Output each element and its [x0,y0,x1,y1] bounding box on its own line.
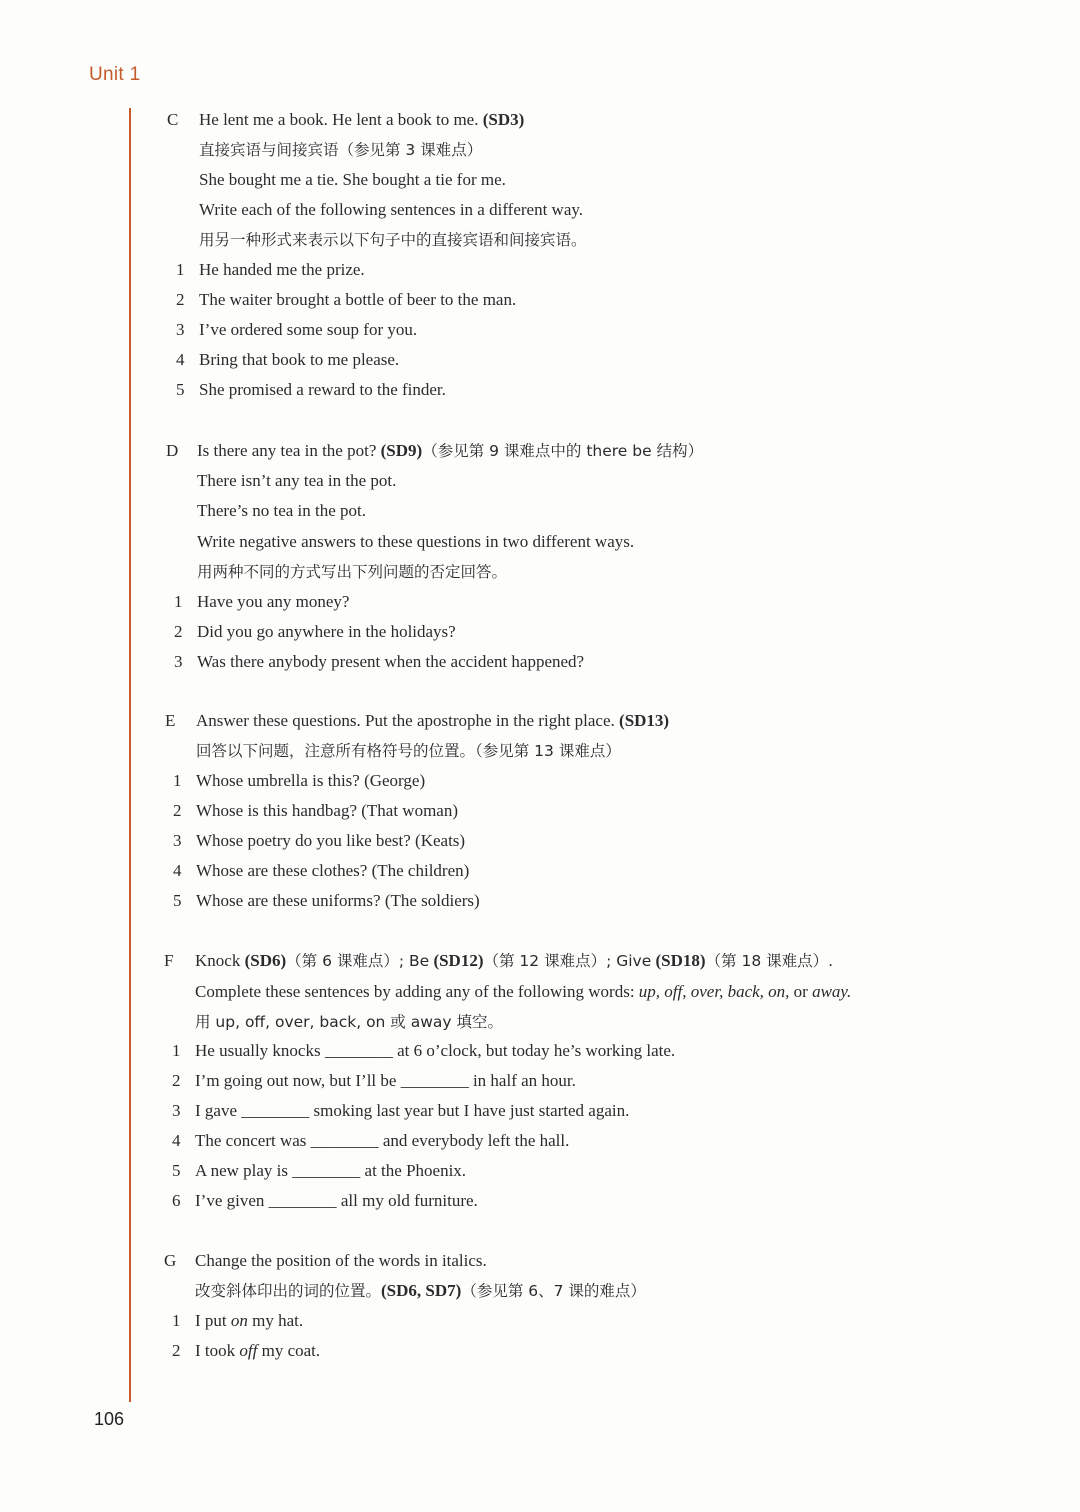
item-number: 6 [172,1191,181,1210]
exercise-item: The waiter brought a bottle of beer to the man. [199,290,517,309]
section-g-instruction: Change the position of the words in italics. [195,1251,487,1270]
section-f-title [195,950,833,972]
section-e-cn-instruction: 回答以下问题，注意所有格符号的位置。（参见第 13 课难点） [196,742,621,760]
section-f-cn-ref1: （第 6 课难点）; Be [286,952,430,970]
section-e-letter: E [165,711,176,730]
section-c-letter: C [167,110,179,129]
section-f-letter: F [164,951,174,970]
answer-blank[interactable]: ________ [324,1041,393,1060]
section-f-cn-ref3: （第 18 课难点）. [705,952,834,970]
item-number: 2 [172,1071,181,1090]
exercise-item: Whose umbrella is this? (George) [196,771,426,790]
item-number: 1 [176,260,185,279]
exercise-item: Was there anybody present when the accident happened? [197,652,585,671]
item-number: 5 [173,891,182,910]
exercise-item: Did you go anywhere in the holidays? [197,622,456,641]
section-f-last-word: away. [812,982,852,1001]
section-g-cn-text: 改变斜体印出的词的位置。 [195,1282,382,1300]
section-f-instruction-text: Complete these sentences by adding any of the following words: [195,982,635,1001]
section-f-ref-sd6: (SD6) [244,951,287,970]
section-d-ref: (SD9) [380,441,423,460]
item-text-before: I took [195,1341,236,1360]
section-g-cn-instruction [195,1280,646,1302]
margin-rule [129,108,131,1402]
section-d-example [197,440,703,462]
section-c-cn-title: 直接宾语与间接宾语（参见第 3 课难点） [199,141,483,159]
section-d-instruction: Write negative answers to these questions in two different ways. [197,532,635,551]
item-text-after: in half an hour. [472,1071,576,1090]
answer-blank[interactable]: ________ [292,1161,361,1180]
item-number: 3 [174,652,183,671]
exercise-item [195,1160,466,1182]
section-d-cn-ref: （参见第 9 课难点中的 there be 结构） [422,442,704,460]
item-text-before: A new play is [195,1161,289,1180]
italic-word: on [230,1311,248,1330]
item-text-before: The concert was [195,1131,307,1150]
section-c-example-text: He lent me a book. He lent a book to me. [199,110,479,129]
section-e-instruction-text: Answer these questions. Put the apostrophe in the right place. [196,711,615,730]
item-number: 2 [174,622,183,641]
unit-header: Unit 1 [89,64,141,85]
answer-blank[interactable]: ________ [310,1131,379,1150]
exercise-item: Whose are these clothes? (The children) [196,861,470,880]
section-g-ref: (SD6, SD7) [381,1281,462,1300]
item-number: 2 [173,801,182,820]
item-text-after: and everybody left the hall. [382,1131,570,1150]
exercise-item [195,1130,569,1152]
section-f-or: or [793,982,808,1001]
section-d-example-text: Is there any tea in the pot? [197,441,377,460]
item-number: 5 [176,380,185,399]
answer-blank[interactable]: ________ [400,1071,469,1090]
item-text-after: my coat. [261,1341,321,1360]
italic-word: off [239,1341,258,1360]
section-c-example [199,109,524,131]
item-text-before: I put [195,1311,227,1330]
item-number: 1 [172,1311,181,1330]
exercise-item [195,1190,478,1212]
section-c-cn-instruction: 用另一种形式来表示以下句子中的直接宾语和间接宾语。 [199,231,587,249]
section-f-cn-ref2: （第 12 课难点）; Give [483,952,652,970]
section-d-letter: D [166,441,179,460]
section-d-example2: There isn’t any tea in the pot. [197,471,397,490]
item-number: 3 [172,1101,181,1120]
exercise-item: Whose is this handbag? (That woman) [196,801,459,820]
section-f-instruction [195,981,851,1003]
exercise-item: Have you any money? [197,592,350,611]
exercise-item [195,1070,576,1092]
item-text-after: at 6 o’clock, but today he’s working late. [397,1041,676,1060]
item-text-after: smoking last year but I have just started again. [313,1101,630,1120]
section-d-cn-instruction: 用两种不同的方式写出下列问题的否定回答。 [197,563,508,581]
item-text-before: I’ve given [195,1191,265,1210]
section-e-instruction [196,710,669,732]
exercise-item [195,1310,303,1332]
item-number: 4 [173,861,182,880]
section-f-word-knock: Knock [195,951,241,970]
item-text-before: I gave [195,1101,238,1120]
item-number: 4 [176,350,185,369]
item-text-after: at the Phoenix. [364,1161,467,1180]
section-f-cn-instruction: 用 up, off, over, back, on 或 away 填空。 [195,1013,504,1031]
item-text-before: I’m going out now, but I’ll be [195,1071,397,1090]
exercise-item: She promised a reward to the finder. [199,380,446,399]
exercise-item: Whose poetry do you like best? (Keats) [196,831,466,850]
item-number: 1 [173,771,182,790]
item-number: 2 [172,1341,181,1360]
section-f-words: up, off, over, back, on, [638,982,790,1001]
exercise-item: Whose are these uniforms? (The soldiers) [196,891,480,910]
item-number: 1 [174,592,183,611]
section-d-example3: There’s no tea in the pot. [197,501,367,520]
exercise-item [195,1340,320,1362]
item-number: 3 [176,320,185,339]
exercise-item: I’ve ordered some soup for you. [199,320,418,339]
section-g-letter: G [164,1251,177,1270]
section-c-example2: She bought me a tie. She bought a tie for me. [199,170,506,189]
item-number: 4 [172,1131,181,1150]
exercise-item [195,1100,629,1122]
exercise-item: Bring that book to me please. [199,350,400,369]
item-number: 1 [172,1041,181,1060]
section-f-ref-sd18: (SD18) [655,951,706,970]
section-f-ref-sd12: (SD12) [433,951,484,970]
section-e-ref: (SD13) [619,711,670,730]
item-number: 3 [173,831,182,850]
answer-blank[interactable]: ________ [241,1101,310,1120]
item-number: 5 [172,1161,181,1180]
exercise-item: He handed me the prize. [199,260,365,279]
item-text-after: all my old furniture. [340,1191,478,1210]
answer-blank[interactable]: ________ [268,1191,337,1210]
section-g-cn-ref: （参见第 6、7 课的难点） [461,1282,646,1300]
section-c-instruction: Write each of the following sentences in a different way. [199,200,584,219]
exercise-item [195,1040,675,1062]
item-number: 2 [176,290,185,309]
section-c-ref: (SD3) [482,110,525,129]
item-text-after: my hat. [252,1311,304,1330]
item-text-before: He usually knocks [195,1041,321,1060]
page-number: 106 [94,1409,125,1429]
